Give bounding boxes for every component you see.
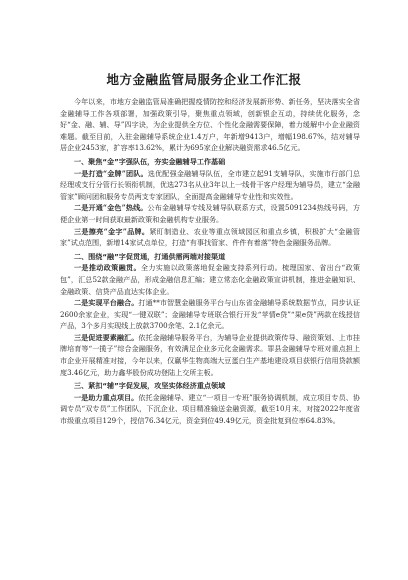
item-lead: 一是推动政策融贯。 xyxy=(74,263,141,273)
item-lead: 二是实现平台融合。 xyxy=(74,298,139,308)
document-title: 地方金融监管局服务企业工作汇报 xyxy=(106,72,302,87)
item-text: 选优配强金融辅导队伍，全市建立起91支辅导队，实施市行部门总经理或支行分管行长领衔机制，优选273名从业3年以上一线骨干客户经理为辅导员，建立“金融管家”顾问团和服务专员两支专家团队，全面提高金融辅导专业性和实效性。 xyxy=(60,168,360,201)
item-text: 全力实施以政策落地促金融支持系列行动。梳理国家、省出台“政策包”，汇总52款金融产品，形成金融信息汇编；建立常态化金融政策宣讲机制，推进金融知识、金融政策、信贷产品直达实体企业。 xyxy=(60,263,361,296)
item-lead: 一是打造“金牌”团队。 xyxy=(74,168,148,178)
intro-paragraph: 今年以来，市地方金融监管局准确把握疫情防控和经济发展新形势、新任务，坚决落实全省金融辅导工作各项部署，加强政策引导，聚焦重点领域，创新银企互动，持续优化服务，念好“金、融、辅、导”四字诀，为企业提供全方位、个性化金融需要保障，着力缓解中小企业融资难题。截至目前，入驻金融辅导系统企业1.4万户，年新增9413户，增幅198.67%，结对辅导居企业2453家，扩容率13.62%，累计为695家企业解决融资需求46.5亿元。 xyxy=(60,97,360,153)
section-1-item-2 xyxy=(60,202,360,225)
section-heading-1: 一、聚焦“金”字强队伍，夯实金融辅导工作基础 xyxy=(74,156,226,166)
section-heading-2: 二、围绕“融”字促贯通，打通供需两端对接渠道 xyxy=(74,251,226,261)
section-heading-3: 三、紧扣“辅”字促发展，攻坚实体经济重点领域 xyxy=(74,381,226,391)
item-lead: 二是开通“金色”热线。 xyxy=(74,203,148,213)
section-2-item-3 xyxy=(60,332,360,378)
document-body xyxy=(60,96,360,427)
item-text: 依托金融辅导服务平台，为辅导企业提供政策传导、融资策划、上市挂牌培育等“一揽子”综合金融服务，有效满足企业多元化金融需求。罪县金融辅导专班对重点担上市企业开展精准对接，今年以来，仅赢华生物高端大豆蛋白生产基地建设项目获银行信用贷款额度3.46亿元，助力鑫华股份成功登陆上交所主板。 xyxy=(60,332,361,377)
section-3-item-1 xyxy=(60,392,360,427)
item-text: 依托金融辅导、建立“一项目一专班”服务协调机制，成立项目专员、协调专员“双专员”工作团队，下沉企业、项目精准输送金融资源，截至10月末，对接2022年度省市级重点项目129个，授信76.34亿元，资金到位49.49亿元，资金批复到位率64.83%。 xyxy=(60,392,360,426)
section-1-item-1 xyxy=(60,168,360,203)
section-2-item-1 xyxy=(60,262,360,297)
section-2-item-2 xyxy=(60,297,360,332)
section-1-item-3 xyxy=(60,226,360,249)
item-text: 紧盯制造业、农业等重点领域园区和重点乡镇，积极扩大“金融管家”试点范围，新增14家试点单位，打造“有事找管家、件件有着落”特色金融服务品牌。 xyxy=(60,226,361,248)
item-lead: 一是助力重点项目。 xyxy=(74,392,139,402)
item-text: 打通**市智慧金融服务平台与山东省金融辅导系统数据节点，同步认证2600余家企业，实现“一键双联”；金融辅导专班联合银行开发“苹情e贷”“果e贷”两款在线授信产品，3个多月实现线上放款3700余笔、2.1亿余元。 xyxy=(60,298,361,331)
item-lead: 三是促进要素融汇。 xyxy=(74,332,139,342)
item-text: 公布金融辅导专线及辅导队联系方式，设置5091234热线号码，方便企业第一时间获取最新政策和金融机构专业服务。 xyxy=(60,203,360,224)
item-lead: 三是擦亮“金字”品牌。 xyxy=(74,226,150,236)
